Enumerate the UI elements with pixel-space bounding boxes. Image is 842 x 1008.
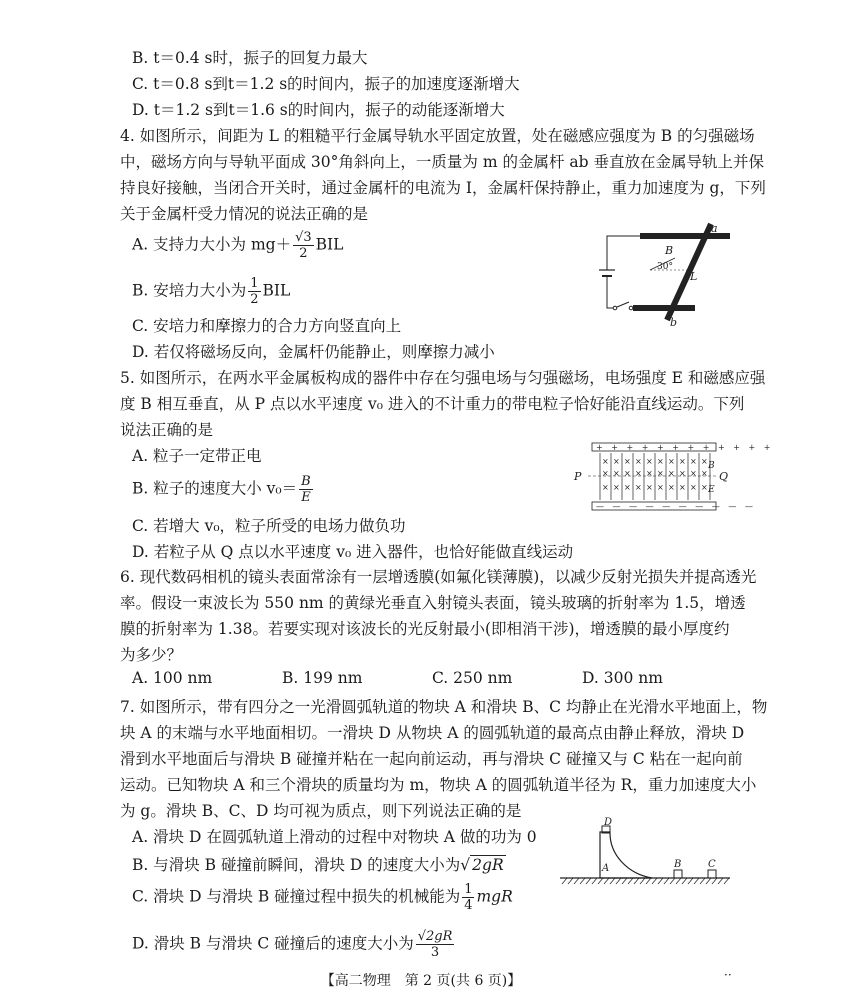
prev-option-d: D. t＝1.2 s到t＝1.6 s的时间内，振子的动能逐渐增大 — [132, 101, 505, 119]
q7-fig-label-C: C — [708, 859, 716, 870]
svg-text:×: × — [646, 469, 653, 478]
svg-text:×: × — [646, 483, 653, 492]
q7-option-a: A. 滑块 D 在圆弧轨道上滑动的过程中对物块 A 做的功为 0 — [132, 828, 537, 846]
svg-text:×: × — [646, 457, 653, 466]
svg-text:×: × — [613, 469, 620, 478]
q4-option-b: B. 安培力大小为 $\frac{1}{2}$ BIL — [132, 276, 291, 307]
q7-stem-line-4: 运动。已知物块 A 和三个滑块的质量均为 m，物块 A 的圆弧轨道半径为 R，重力加速度大小 — [120, 776, 757, 794]
q7-option-b: B. 与滑块 B 碰撞前瞬间，滑块 D 的速度大小为√ 2gR — [132, 856, 504, 874]
svg-text:×: × — [657, 483, 664, 492]
svg-text:×: × — [701, 469, 708, 478]
q5-option-d: D. 若粒子从 Q 点以水平速度 v₀ 进入器件，也恰好能做直线运动 — [132, 543, 574, 561]
q5-fig-label-Q: Q — [719, 470, 729, 483]
q4-fig-label-B: B — [665, 244, 674, 257]
q4-stem-line-1: 4. 如图所示，间距为 L 的粗糙平行金属导轨水平固定放置，处在磁感应强度为 B 的匀强磁场 — [120, 127, 755, 145]
svg-text:×: × — [679, 483, 686, 492]
svg-text:×: × — [690, 457, 697, 466]
svg-text:×: × — [690, 483, 697, 492]
svg-text:×: × — [613, 483, 620, 492]
q4-stem-line-2: 中，磁场方向与导轨平面成 30°角斜向上，一质量为 m 的金属杆 ab 垂直放在金属导轨上并保 — [120, 153, 764, 171]
q5-stem-line-1: 5. 如图所示，在两水平金属板构成的器件中存在匀强电场与匀强磁场，电场强度 E 和磁感应强 — [120, 369, 766, 387]
q4-fig-label-L: L — [690, 270, 698, 283]
q4-rail-figure — [585, 220, 735, 330]
q5-fig-label-B: B — [708, 461, 715, 471]
svg-text:+ + + + + + + + + + + +: + + + + + + + + + + + + — [596, 443, 774, 452]
q7-stem-line-1: 7. 如图所示，带有四分之一光滑圆弧轨道的物块 A 和滑块 B、C 均静止在光滑水平地面上，物 — [120, 698, 768, 716]
q7-option-c: C. 滑块 D 与滑块 B 碰撞过程中损失的机械能为 $\frac{1}{4}$ mgR — [132, 882, 513, 913]
q5-option-a: A. 粒子一定带正电 — [132, 447, 262, 465]
svg-text:×: × — [679, 457, 686, 466]
q4-stem-line-3: 持良好接触，当闭合开关时，通过金属杆的电流为 I，金属杆保持静止，重力加速度为 g，下列 — [120, 179, 766, 197]
svg-text:×: × — [701, 483, 708, 492]
q4-stem-line-4: 关于金属杆受力情况的说法正确的是 — [120, 205, 369, 223]
svg-text:×: × — [701, 457, 708, 466]
page-footer: 【高二物理 第 2 页(共 6 页)】 — [320, 973, 522, 989]
svg-text:×: × — [602, 483, 609, 492]
q7-fig-label-D: D — [604, 817, 613, 828]
q4-fig-label-b: b — [670, 316, 678, 329]
svg-text:×: × — [690, 469, 697, 478]
svg-text:×: × — [624, 483, 631, 492]
q5-stem-line-3: 说法正确的是 — [120, 421, 214, 439]
q5-option-c: C. 若增大 v₀，粒子所受的电场力做负功 — [132, 517, 406, 535]
q6-option-a: A. 100 nm — [132, 669, 213, 687]
q6-option-d: D. 300 nm — [582, 669, 663, 687]
svg-text:×: × — [624, 469, 631, 478]
q6-option-c: C. 250 nm — [432, 669, 513, 687]
prev-option-c: C. t＝0.8 s到t＝1.2 s的时间内，振子的加速度逐渐增大 — [132, 75, 520, 93]
q7-fig-label-B: B — [674, 859, 682, 870]
svg-text:×: × — [613, 457, 620, 466]
q5-stem-line-2: 度 B 相互垂直，从 P 点以水平速度 v₀ 进入的不计重力的带电粒子恰好能沿直线运动。下列 — [120, 395, 745, 413]
q6-stem-line-1: 6. 现代数码相机的镜头表面常涂有一层增透膜(如氟化镁薄膜)，以减少反射光损失并提高透光 — [120, 568, 757, 586]
q7-stem-line-3: 滑到水平地面后与滑块 B 碰撞并粘在一起向前运动，再与滑块 C 碰撞又与 C 粘在一起向前 — [120, 750, 743, 768]
svg-text:×: × — [679, 469, 686, 478]
svg-text:×: × — [635, 457, 642, 466]
corner-mark: ·· — [724, 968, 732, 982]
svg-text:×: × — [668, 457, 675, 466]
svg-text:— — — — — — — — — —: — — — — — — — — — — — [596, 502, 756, 511]
prev-option-b: B. t＝0.4 s时，振子的回复力最大 — [132, 49, 368, 67]
q4-fig-angle: 30° — [657, 262, 673, 272]
q7-stem-line-2: 块 A 的末端与水平地面相切。一滑块 D 从物块 A 的圆弧轨道的最高点由静止释放，滑块 D — [120, 724, 745, 742]
svg-text:×: × — [635, 483, 642, 492]
svg-text:×: × — [624, 457, 631, 466]
q7-stem-line-5: 为 g。滑块 B、C、D 均可视为质点，则下列说法正确的是 — [120, 802, 522, 820]
q4-option-a: A. 支持力大小为 mg＋ $\frac{√3}{2}$ BIL — [132, 230, 344, 261]
svg-text:×: × — [602, 469, 609, 478]
svg-text:×: × — [635, 469, 642, 478]
svg-text:×: × — [668, 469, 675, 478]
q6-stem-line-4: 为多少？ — [120, 646, 183, 664]
q7-track-figure — [560, 818, 736, 888]
q5-fig-label-E: E — [708, 485, 715, 495]
q7-fig-label-A: A — [602, 863, 610, 874]
svg-text:×: × — [668, 483, 675, 492]
q4-option-c: C. 安培力和摩擦力的合力方向竖直向上 — [132, 317, 402, 335]
q5-fig-label-P: P — [574, 470, 582, 483]
q6-stem-line-2: 率。假设一束波长为 550 nm 的黄绿光垂直入射镜头表面，镜头玻璃的折射率为 1.5，增透 — [120, 594, 746, 612]
q4-option-d: D. 若仅将磁场反向，金属杆仍能静止，则摩擦力减小 — [132, 343, 495, 361]
q4-fig-label-a: a — [711, 222, 718, 235]
q5-field-figure — [566, 440, 774, 520]
svg-text:×: × — [657, 457, 664, 466]
svg-text:×: × — [657, 469, 664, 478]
q7-option-d: D. 滑块 B 与滑块 C 碰撞后的速度大小为 $\frac{√2gR}{3}$ — [132, 929, 453, 960]
q6-stem-line-3: 膜的折射率为 1.38。若要实现对该波长的光反射最小(即相消干涉)，增透膜的最小厚度约 — [120, 620, 730, 638]
q5-option-b: B. 粒子的速度大小 v₀＝ $\frac{B}{E}$ — [132, 474, 311, 505]
q6-option-b: B. 199 nm — [282, 669, 363, 687]
svg-text:×: × — [602, 457, 609, 466]
